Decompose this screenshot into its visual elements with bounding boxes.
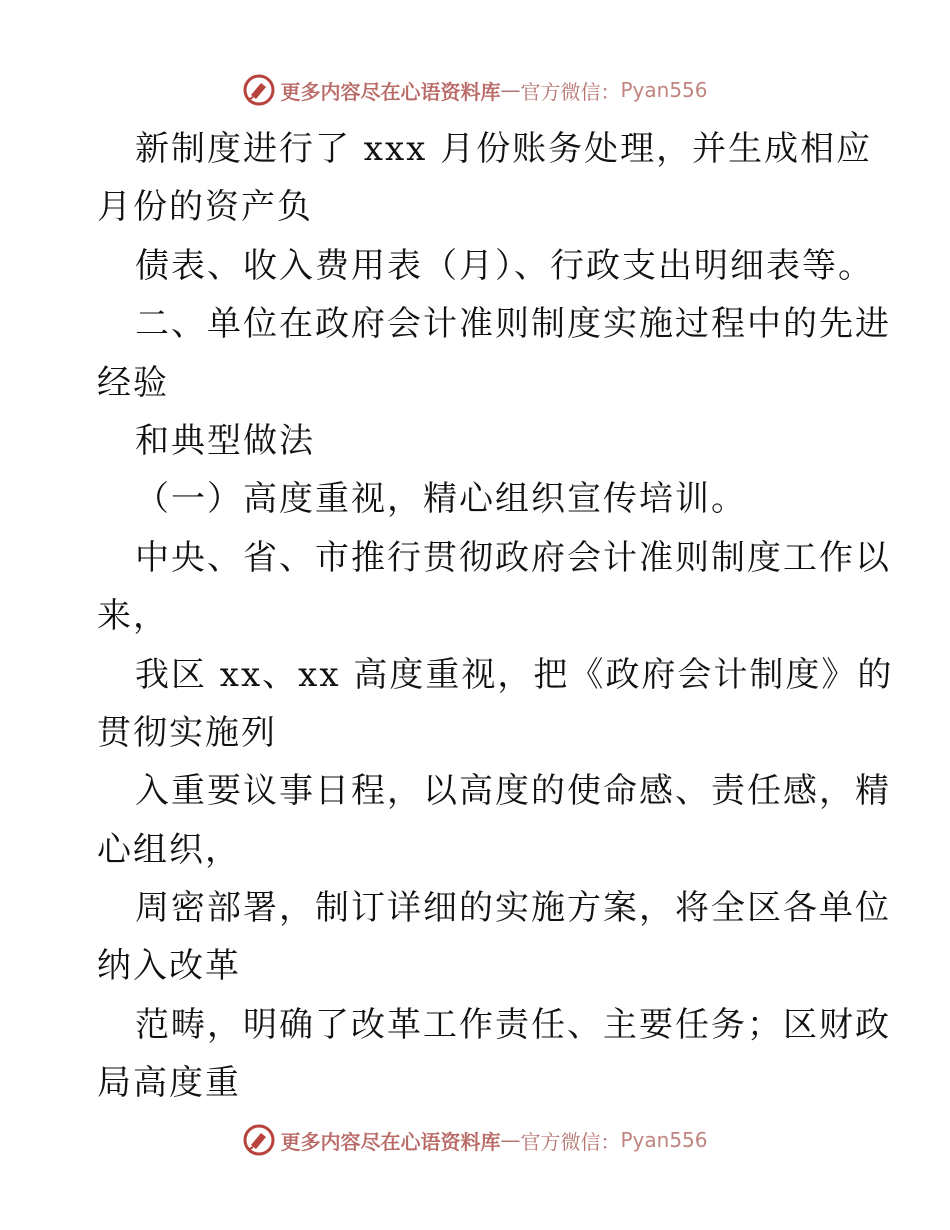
watermark-contact-id: Pyan556 [620,1128,708,1152]
document-body [97,120,894,1113]
text-line: 债表、收入费用表（月）、行政支出明细表等。 [135,245,874,286]
footer-watermark [0,1122,950,1158]
text-line: 贯彻实施列 [97,712,277,753]
text-line: 局高度重 [97,1063,241,1104]
text-line: 月份的资产负 [97,187,313,228]
text-line: 新制度进行了 xxx 月份账务处理，并生成相应 [135,129,873,169]
watermark-contact-label: 官方微信： [520,1129,621,1154]
text-line: 经验 [97,362,169,403]
text-line: 中央、省、市推行贯彻政府会计准则制度工作以 [135,537,891,578]
text-line: 我区 xx、xx 高度重视，把《政府会计制度》的 [135,654,894,695]
text-line: 范畴，明确了改革工作责任、主要任务；区财政 [135,1004,891,1045]
text-line: 入重要议事日程，以高度的使命感、责任感，精 [135,771,891,812]
watermark-brand-text: 更多内容尽在心语资料库 [280,1129,501,1154]
header-watermark [0,72,950,108]
watermark-dash: — [500,78,521,102]
watermark-brand-text: 更多内容尽在心语资料库 [280,79,501,104]
text-line: （一）高度重视，精心组织宣传培训。 [135,479,747,520]
brand-logo-icon [242,1123,276,1157]
watermark-dash: — [500,1128,521,1152]
watermark-contact-id: Pyan556 [620,78,708,102]
text-line: 来， [97,596,169,637]
text-line: 二、单位在政府会计准则制度实施过程中的先进 [135,304,891,345]
text-line: 心组织， [97,829,241,870]
text-line: 周密部署，制订详细的实施方案，将全区各单位 [135,888,891,929]
brand-logo-icon [242,73,276,107]
text-line: 纳入改革 [97,946,241,987]
text-line: 和典型做法 [135,420,315,461]
watermark-contact-label: 官方微信： [520,79,621,104]
